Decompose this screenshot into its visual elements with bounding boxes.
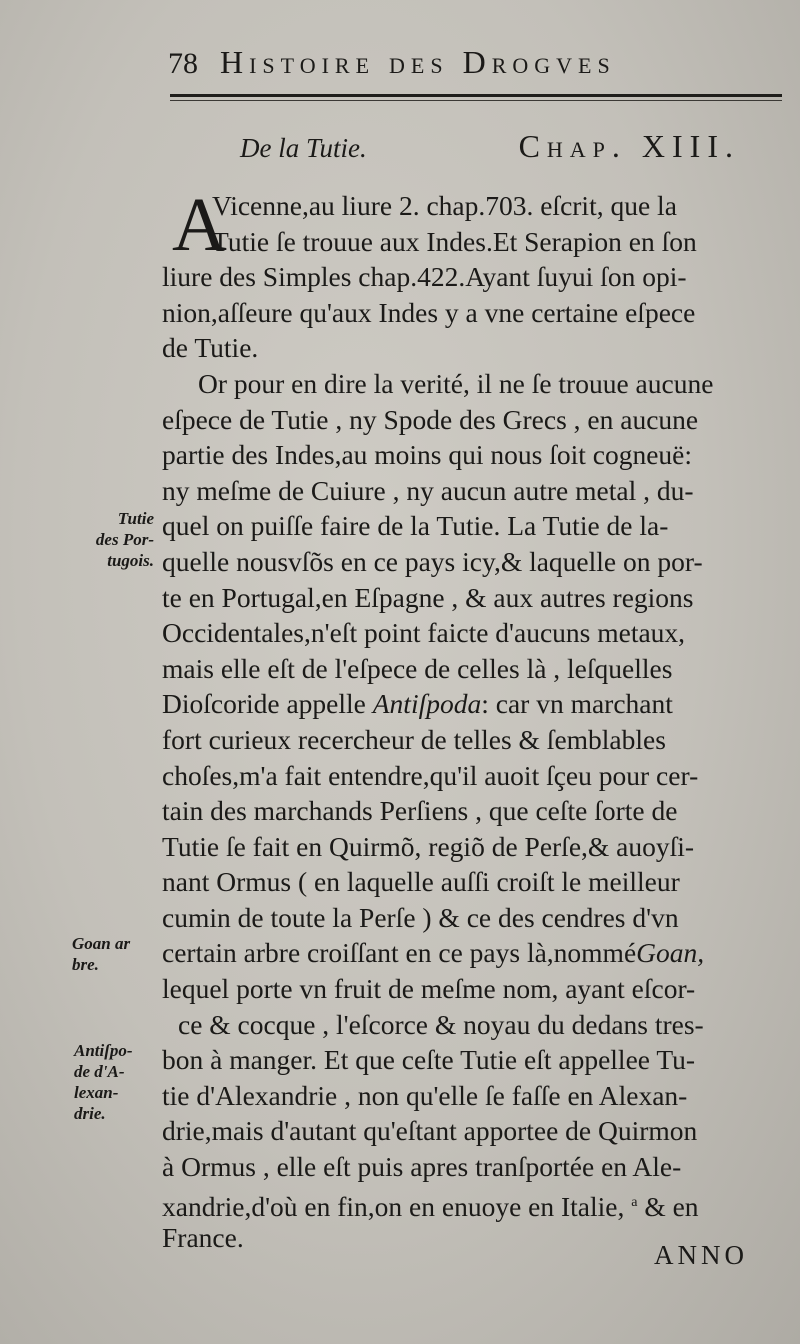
text-line: lequel porte vn fruit de meſme nom, ayant eſcor- <box>162 973 696 1005</box>
text-line: Tutie ſe fait en Quirmõ, regiõ de Perſe,& auoyſi- <box>162 830 695 862</box>
text-line: fort curieux recercheur de telles & ſemblables <box>162 723 666 755</box>
margin-note-goan <box>72 933 130 975</box>
text-line: te en Portugal,en Eſpagne , & aux autres regions <box>162 581 694 613</box>
body-text <box>162 183 784 1256</box>
text-line: quel on puiſſe faire de la Tutie. La Tutie de la- <box>162 510 669 542</box>
text-line: liure des Simples chap.422.Ayant ſuyui ſon opi- <box>162 261 687 293</box>
chapter-title: Chap. XIII. <box>518 128 740 164</box>
margin-note-tutie <box>92 508 154 571</box>
text-line: de Tutie. <box>162 332 259 364</box>
text-line: tie d'Alexandrie , non qu'elle ſe faſſe en Alexan- <box>162 1079 688 1111</box>
text-segment: & en <box>637 1190 699 1222</box>
text-line: Occidentales,n'eſt point faicte d'aucuns metaux, <box>162 617 686 649</box>
margin-note-antispode <box>74 1040 133 1124</box>
text-line: bon à manger. Et que ceſte Tutie eſt appellee Tu- <box>162 1044 696 1076</box>
text-line: Or pour en dire la verité, il ne ſe trouue aucune <box>198 367 714 399</box>
text-line: ce & cocque , l'eſcorce & noyau du dedans tres- <box>178 1008 704 1040</box>
text-line: tain des marchands Perſiens , que ceſte ſorte de <box>162 795 678 827</box>
italic-term: Antiſpoda <box>372 688 482 720</box>
header-rule <box>170 94 782 97</box>
margin-note-line: drie. <box>74 1104 106 1123</box>
text-line: ny meſme de Cuiure , ny aucun autre metal , du- <box>162 474 694 506</box>
margin-note-line: lexan- <box>74 1083 119 1102</box>
text-line: Vicenne,au liure 2. chap.703. eſcrit, que la <box>212 190 677 221</box>
section-title: De la Tutie. <box>240 133 367 163</box>
text-segment: : car vn marchant <box>481 688 673 720</box>
text-line: à Ormus , elle eſt puis apres tranſportée en Ale- <box>162 1151 682 1183</box>
margin-note-line: tugois. <box>107 551 154 570</box>
margin-note-line: Antiſpo- <box>74 1041 133 1060</box>
text-line: eſpece de Tutie , ny Spode des Grecs , en aucune <box>162 403 699 435</box>
margin-note-line: Goan ar <box>72 934 131 953</box>
margin-note-line: de d'A- <box>74 1062 125 1081</box>
text-line <box>162 935 784 971</box>
chapter-heading <box>240 128 740 168</box>
page-header <box>168 44 728 84</box>
text-line <box>162 1185 784 1221</box>
text-line: France. <box>162 1222 244 1254</box>
text-line: cumin de toute la Perſe ) & ce des cendres d'vn <box>162 901 679 933</box>
text-line: quelle nousvſõs en ce pays icy,& laquelle on por- <box>162 545 703 577</box>
text-line: mais elle eſt de l'eſpece de celles là , leſquelles <box>162 652 673 684</box>
text-line: choſes,m'a fait entendre,qu'il auoit ſçeu pour cer- <box>162 759 699 791</box>
text-line <box>162 686 784 722</box>
text-line: nion,aſſeure qu'aux Indes y a vne certaine eſpece <box>162 296 696 328</box>
footnote-mark: a <box>631 1194 638 1210</box>
italic-term: Goan, <box>636 937 705 969</box>
text-segment: Dioſcoride appelle <box>162 688 366 720</box>
text-segment: xandrie,d'où en fin,on en enuoye en Italie, <box>162 1190 625 1222</box>
margin-note-line: bre. <box>72 955 99 974</box>
drop-cap: A <box>172 183 227 267</box>
text-line: nant Ormus ( en laquelle auſſi croiſt le meilleur <box>162 866 680 898</box>
text-segment: certain arbre croiſſant en ce pays là,nommé <box>162 937 637 969</box>
running-title: Histoire des Drogves <box>220 44 616 80</box>
text-line: partie des Indes,au moins qui nous ſoit cogneuë: <box>162 439 693 471</box>
catchword: ANNO <box>654 1240 748 1270</box>
margin-note-line: des Por- <box>95 530 154 549</box>
text-line: drie,mais d'autant qu'eſtant apportee de Quirmon <box>162 1115 698 1147</box>
page-number: 78 <box>168 47 198 80</box>
margin-note-line: Tutie <box>117 509 154 528</box>
text-line: Tutie ſe trouue aux Indes.Et Serapion en ſon <box>212 225 697 257</box>
